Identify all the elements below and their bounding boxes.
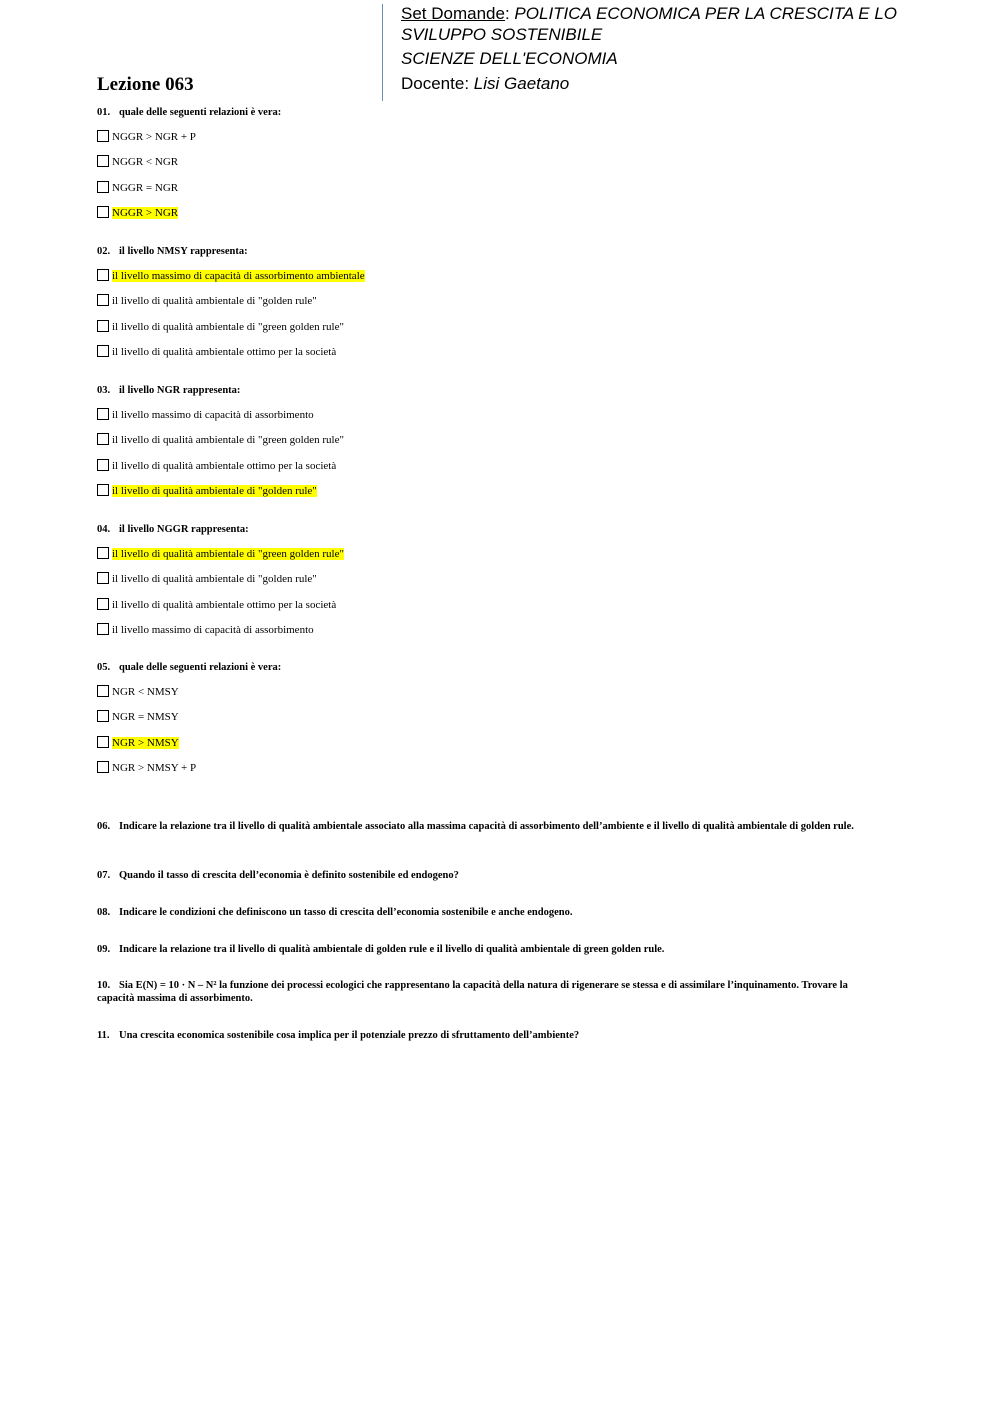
set-title-line1 xyxy=(401,4,961,25)
checkbox[interactable] xyxy=(97,155,109,167)
question-number: 04. xyxy=(97,524,111,535)
checkbox[interactable] xyxy=(97,269,109,281)
question-number: 08. xyxy=(97,907,111,918)
teacher-label: Docente: xyxy=(401,73,470,93)
answer-option[interactable] xyxy=(97,598,336,613)
answer-option[interactable] xyxy=(97,433,344,448)
checkbox[interactable] xyxy=(97,685,109,697)
answer-option[interactable] xyxy=(97,736,179,751)
set-title: POLITICA ECONOMICA PER LA CRESCITA E LO xyxy=(514,4,897,23)
checkbox[interactable] xyxy=(97,484,109,496)
answer-text: il livello di qualità ambientale di "green golden rule" xyxy=(112,434,344,446)
question-4 xyxy=(97,524,872,537)
answer-text-highlighted: NGR > NMSY xyxy=(112,737,179,749)
answer-option[interactable] xyxy=(97,320,344,335)
lesson-title: Lezione 063 xyxy=(97,74,194,95)
checkbox[interactable] xyxy=(97,206,109,218)
question-number: 11. xyxy=(97,1030,110,1041)
question-number: 07. xyxy=(97,870,111,881)
answer-option[interactable] xyxy=(97,572,317,587)
answer-text-highlighted: il livello di qualità ambientale di "green golden rule" xyxy=(112,548,344,560)
answer-text: il livello massimo di capacità di assorbimento xyxy=(112,409,314,421)
checkbox[interactable] xyxy=(97,710,109,722)
checkbox[interactable] xyxy=(97,320,109,332)
answer-text: il livello massimo di capacità di assorbimento xyxy=(112,624,314,636)
answer-option[interactable] xyxy=(97,547,344,562)
question-2 xyxy=(97,246,872,259)
answer-text-highlighted: il livello di qualità ambientale di "golden rule" xyxy=(112,485,317,497)
checkbox[interactable] xyxy=(97,736,109,748)
question-text: quale delle seguenti relazioni è vera: xyxy=(119,107,282,118)
answer-option[interactable] xyxy=(97,206,178,221)
answer-option[interactable] xyxy=(97,294,317,309)
answer-text: il livello di qualità ambientale ottimo per la società xyxy=(112,346,337,358)
answer-text-highlighted: il livello massimo di capacità di assorbimento ambientale xyxy=(112,270,365,282)
answer-text: NGGR < NGR xyxy=(112,156,179,168)
checkbox[interactable] xyxy=(97,459,109,471)
set-colon: : xyxy=(504,4,510,23)
question-number: 05. xyxy=(97,662,111,673)
answer-option[interactable] xyxy=(97,484,317,499)
question-5 xyxy=(97,662,872,675)
checkbox[interactable] xyxy=(97,761,109,773)
answer-text: NGR < NMSY xyxy=(112,686,179,698)
answer-text: il livello di qualità ambientale di "golden rule" xyxy=(112,573,317,585)
open-question-07 xyxy=(97,870,872,883)
answer-text: NGR > NMSY + P xyxy=(112,762,197,774)
checkbox[interactable] xyxy=(97,598,109,610)
checkbox[interactable] xyxy=(97,294,109,306)
checkbox[interactable] xyxy=(97,181,109,193)
answer-option[interactable] xyxy=(97,155,178,170)
answer-option[interactable] xyxy=(97,459,336,474)
checkbox[interactable] xyxy=(97,433,109,445)
answer-option[interactable] xyxy=(97,269,365,284)
checkbox[interactable] xyxy=(97,623,109,635)
open-question-11 xyxy=(97,1030,872,1043)
question-text: Una crescita economica sostenibile cosa implica per il potenziale prezzo di sfruttamento dell’ambiente? xyxy=(119,1030,580,1041)
set-label: Set Domande xyxy=(401,4,505,23)
answer-text: NGGR > NGR + P xyxy=(112,131,196,143)
teacher-row xyxy=(401,74,961,95)
question-number: 02. xyxy=(97,246,111,257)
header-divider xyxy=(382,4,383,101)
checkbox[interactable] xyxy=(97,572,109,584)
question-text: il livello NMSY rappresenta: xyxy=(119,246,248,257)
teacher-name: Lisi Gaetano xyxy=(473,73,570,93)
question-3 xyxy=(97,385,872,398)
checkbox[interactable] xyxy=(97,345,109,357)
answer-text-highlighted: NGGR > NGR xyxy=(112,207,179,219)
question-text: Indicare la relazione tra il livello di qualità ambientale di golden rule e il livello di qualità ambientale di green golden rule. xyxy=(119,944,665,955)
checkbox[interactable] xyxy=(97,408,109,420)
checkbox[interactable] xyxy=(97,130,109,142)
open-question-09 xyxy=(97,944,872,957)
question-number: 10. xyxy=(97,980,111,991)
question-text: Sia E(N) = 10 · N – N² la funzione dei processi ecologici che rappresentano la capacità della natura di rigenerare se stessa e di assimilare l’inquinamento. Trovare la capacità massima di assorbimento. xyxy=(97,980,848,1004)
answer-text: il livello di qualità ambientale ottimo per la società xyxy=(112,460,337,472)
answer-option[interactable] xyxy=(97,623,314,638)
answer-text: NGGR = NGR xyxy=(112,182,179,194)
question-text: quale delle seguenti relazioni è vera: xyxy=(119,662,282,673)
set-title-line2: SVILUPPO SOSTENIBILE xyxy=(401,24,603,44)
question-text: Indicare le condizioni che definiscono un tasso di crescita dell’economia sostenibile e anche endogeno. xyxy=(119,907,573,918)
question-number: 01. xyxy=(97,107,111,118)
open-question-10 xyxy=(97,980,872,1005)
question-text: il livello NGR rappresenta: xyxy=(119,385,241,396)
answer-text: il livello di qualità ambientale ottimo per la società xyxy=(112,599,337,611)
answer-option[interactable] xyxy=(97,345,336,360)
answer-option[interactable] xyxy=(97,408,314,423)
checkbox[interactable] xyxy=(97,547,109,559)
answer-text: il livello di qualità ambientale di "green golden rule" xyxy=(112,321,344,333)
answer-text: NGR = NMSY xyxy=(112,711,179,723)
question-number: 09. xyxy=(97,944,111,955)
answer-text: il livello di qualità ambientale di "golden rule" xyxy=(112,295,317,307)
open-question-08 xyxy=(97,907,872,920)
open-question-06 xyxy=(97,821,872,834)
answer-option[interactable] xyxy=(97,761,196,776)
header-info xyxy=(401,4,961,94)
question-number: 06. xyxy=(97,821,111,832)
question-number: 03. xyxy=(97,385,111,396)
question-text: il livello NGGR rappresenta: xyxy=(119,524,249,535)
answer-option[interactable] xyxy=(97,130,196,145)
answer-option[interactable] xyxy=(97,685,179,700)
answer-option[interactable] xyxy=(97,181,178,196)
question-text: Quando il tasso di crescita dell’economia è definito sostenibile ed endogeno? xyxy=(119,870,459,881)
question-1 xyxy=(97,107,872,120)
question-text: Indicare la relazione tra il livello di qualità ambientale associato alla massima capacità di assorbimento dell’ambiente e il livello di qualità ambientale di golden rule. xyxy=(119,821,854,832)
answer-option[interactable] xyxy=(97,710,179,725)
faculty: SCIENZE DELL'ECONOMIA xyxy=(401,49,618,68)
